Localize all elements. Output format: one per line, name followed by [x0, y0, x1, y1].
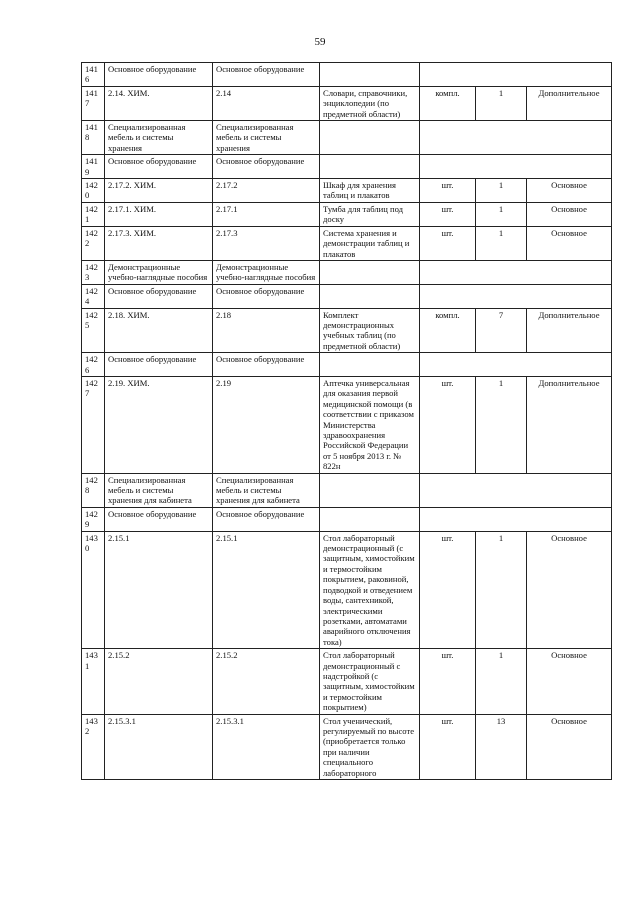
- quantity-cell: 1: [476, 531, 527, 648]
- table-row: [82, 531, 612, 648]
- equipment-type-cell: Дополнительное: [527, 376, 612, 473]
- quantity-cell: 1: [476, 86, 527, 120]
- quantity-cell: 1: [476, 226, 527, 260]
- equipment-type-cell: Основное: [527, 202, 612, 226]
- table-row: [82, 121, 612, 155]
- row-number-cell: 1425: [82, 308, 105, 353]
- code-cell: 2.17.2: [213, 179, 320, 203]
- row-number-cell: 1416: [82, 63, 105, 87]
- group-cell: 2.19. ХИМ.: [105, 376, 213, 473]
- group-cell: Основное оборудование: [105, 155, 213, 179]
- equipment-type-cell: Основное: [527, 649, 612, 714]
- item-name-cell: Словари, справочники, энциклопедии (по предметной области): [320, 86, 420, 120]
- item-name-cell: [320, 473, 420, 507]
- group-cell: 2.15.3.1: [105, 714, 213, 779]
- table-row: [82, 179, 612, 203]
- table-row: [82, 226, 612, 260]
- item-name-cell: Стол лабораторный демонстрационный с надстройкой (с защитным, химостойким и термостойким покрытием): [320, 649, 420, 714]
- item-name-cell: Стол лабораторный демонстрационный (с защитным, химостойким и термостойким покрытием, раковиной, подводкой и отведением воды, сантехникой, электрическими розетками, автоматами аварийного отключения тока): [320, 531, 420, 648]
- quantity-cell: 1: [476, 376, 527, 473]
- quantity-cell: 1: [476, 649, 527, 714]
- table-row: [82, 86, 612, 120]
- quantity-cell: 7: [476, 308, 527, 353]
- empty-merged-cell: [420, 284, 612, 308]
- row-number-cell: 1430: [82, 531, 105, 648]
- table-row: [82, 284, 612, 308]
- table-row: [82, 308, 612, 353]
- code-cell: Основное оборудование: [213, 353, 320, 377]
- code-cell: 2.14: [213, 86, 320, 120]
- item-name-cell: [320, 121, 420, 155]
- equipment-type-cell: Основное: [527, 226, 612, 260]
- item-name-cell: [320, 155, 420, 179]
- unit-cell: шт.: [420, 226, 476, 260]
- group-cell: Специализированная мебель и системы хранения: [105, 121, 213, 155]
- item-name-cell: [320, 63, 420, 87]
- equipment-type-cell: Основное: [527, 714, 612, 779]
- row-number-cell: 1428: [82, 473, 105, 507]
- code-cell: Специализированная мебель и системы хранения для кабинета: [213, 473, 320, 507]
- table-row: [82, 155, 612, 179]
- quantity-cell: 1: [476, 202, 527, 226]
- equipment-type-cell: Основное: [527, 179, 612, 203]
- table-row: [82, 473, 612, 507]
- row-number-cell: 1423: [82, 260, 105, 284]
- row-number-cell: 1429: [82, 507, 105, 531]
- code-cell: 2.15.3.1: [213, 714, 320, 779]
- equipment-table-body: [82, 63, 612, 780]
- empty-merged-cell: [420, 260, 612, 284]
- unit-cell: компл.: [420, 86, 476, 120]
- row-number-cell: 1420: [82, 179, 105, 203]
- table-row: [82, 260, 612, 284]
- code-cell: 2.15.1: [213, 531, 320, 648]
- code-cell: 2.18: [213, 308, 320, 353]
- group-cell: Основное оборудование: [105, 507, 213, 531]
- item-name-cell: Тумба для таблиц под доску: [320, 202, 420, 226]
- unit-cell: шт.: [420, 714, 476, 779]
- group-cell: Основное оборудование: [105, 353, 213, 377]
- unit-cell: шт.: [420, 179, 476, 203]
- group-cell: Демонстрационные учебно-наглядные пособия: [105, 260, 213, 284]
- empty-merged-cell: [420, 121, 612, 155]
- row-number-cell: 1422: [82, 226, 105, 260]
- code-cell: 2.17.3: [213, 226, 320, 260]
- group-cell: Основное оборудование: [105, 63, 213, 87]
- row-number-cell: 1417: [82, 86, 105, 120]
- item-name-cell: Аптечка универсальная для оказания первой медицинской помощи (в соответствии с приказом Министерства здравоохранения Российской Федерации от 5 ноября 2013 г. № 822н: [320, 376, 420, 473]
- item-name-cell: Стол ученический, регулируемый по высоте (приобретается только при наличии специального лабораторного: [320, 714, 420, 779]
- empty-merged-cell: [420, 155, 612, 179]
- row-number-cell: 1424: [82, 284, 105, 308]
- page-number: 59: [314, 36, 326, 48]
- code-cell: Основное оборудование: [213, 155, 320, 179]
- unit-cell: шт.: [420, 376, 476, 473]
- group-cell: 2.17.1. ХИМ.: [105, 202, 213, 226]
- item-name-cell: [320, 507, 420, 531]
- empty-merged-cell: [420, 473, 612, 507]
- empty-merged-cell: [420, 507, 612, 531]
- code-cell: Основное оборудование: [213, 507, 320, 531]
- item-name-cell: [320, 284, 420, 308]
- code-cell: Основное оборудование: [213, 284, 320, 308]
- table-row: [82, 202, 612, 226]
- table-row: [82, 353, 612, 377]
- code-cell: 2.17.1: [213, 202, 320, 226]
- quantity-cell: 13: [476, 714, 527, 779]
- group-cell: 2.14. ХИМ.: [105, 86, 213, 120]
- row-number-cell: 1432: [82, 714, 105, 779]
- row-number-cell: 1427: [82, 376, 105, 473]
- group-cell: 2.15.1: [105, 531, 213, 648]
- code-cell: Основное оборудование: [213, 63, 320, 87]
- row-number-cell: 1419: [82, 155, 105, 179]
- unit-cell: шт.: [420, 531, 476, 648]
- item-name-cell: Шкаф для хранения таблиц и плакатов: [320, 179, 420, 203]
- group-cell: 2.17.3. ХИМ.: [105, 226, 213, 260]
- item-name-cell: Комплект демонстрационных учебных таблиц (по предметной области): [320, 308, 420, 353]
- table-row: [82, 649, 612, 714]
- code-cell: Демонстрационные учебно-наглядные пособия: [213, 260, 320, 284]
- group-cell: Основное оборудование: [105, 284, 213, 308]
- equipment-type-cell: Основное: [527, 531, 612, 648]
- group-cell: 2.15.2: [105, 649, 213, 714]
- row-number-cell: 1426: [82, 353, 105, 377]
- group-cell: 2.18. ХИМ.: [105, 308, 213, 353]
- table-row: [82, 507, 612, 531]
- equipment-type-cell: Дополнительное: [527, 308, 612, 353]
- item-name-cell: Система хранения и демонстрации таблиц и плакатов: [320, 226, 420, 260]
- item-name-cell: [320, 353, 420, 377]
- group-cell: 2.17.2. ХИМ.: [105, 179, 213, 203]
- unit-cell: компл.: [420, 308, 476, 353]
- item-name-cell: [320, 260, 420, 284]
- code-cell: Специализированная мебель и системы хранения: [213, 121, 320, 155]
- row-number-cell: 1418: [82, 121, 105, 155]
- table-row: [82, 714, 612, 779]
- equipment-type-cell: Дополнительное: [527, 86, 612, 120]
- row-number-cell: 1431: [82, 649, 105, 714]
- code-cell: 2.19: [213, 376, 320, 473]
- quantity-cell: 1: [476, 179, 527, 203]
- group-cell: Специализированная мебель и системы хранения для кабинета: [105, 473, 213, 507]
- code-cell: 2.15.2: [213, 649, 320, 714]
- unit-cell: шт.: [420, 202, 476, 226]
- table-row: [82, 63, 612, 87]
- table-row: [82, 376, 612, 473]
- equipment-table: [81, 62, 612, 780]
- row-number-cell: 1421: [82, 202, 105, 226]
- empty-merged-cell: [420, 353, 612, 377]
- unit-cell: шт.: [420, 649, 476, 714]
- empty-merged-cell: [420, 63, 612, 87]
